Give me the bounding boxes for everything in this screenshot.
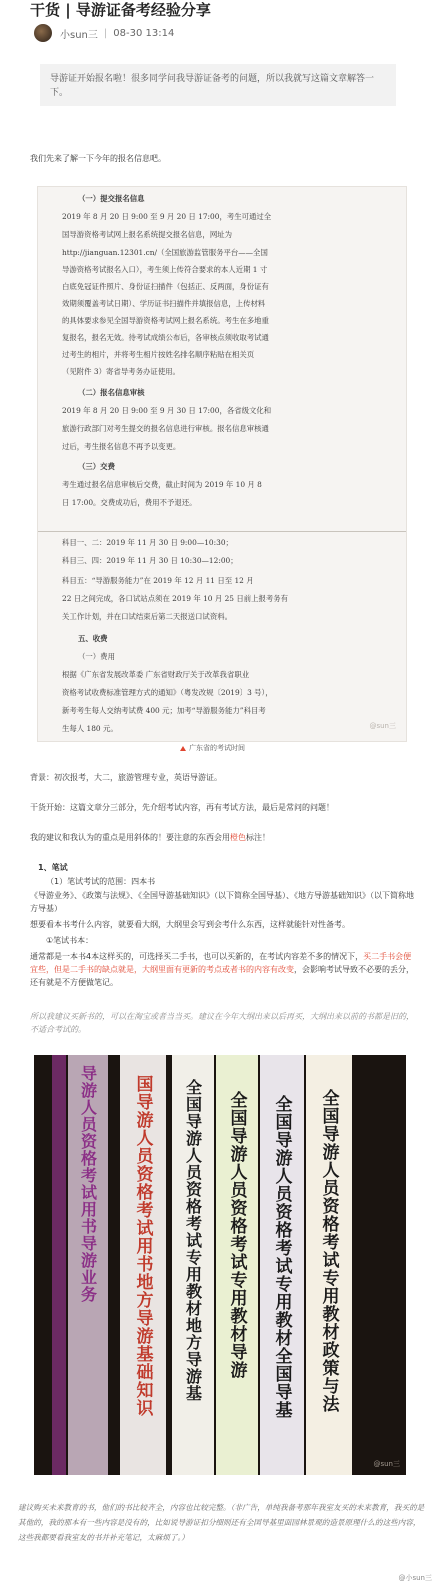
book-spine xyxy=(172,1055,214,1475)
book-spine-title: 国导游人员资格考试用书地方导游基础知识 xyxy=(132,1075,153,1417)
paragraph-structure: 干货开始：这篇文章分三部分，先介绍考试内容，再有考试方法，最后是常问的问题！ xyxy=(30,803,334,812)
document-line: 根据《广东省发展改革委 广东省财政厅关于改革我省职业 xyxy=(62,670,250,679)
document-line: 22 日之间完成，各口试站点须在 2019 年 10 月 25 日前上报考务有 xyxy=(62,594,289,603)
document-line: 的具体要求参见全国导游资格考试网上报名系统。考生在多地重 xyxy=(62,316,269,325)
books-text: 通常都是一本书4本这样买的，可选择买二手书，也可以买新的，在考试内容差不多的情况下， xyxy=(30,952,364,961)
document-line: 效期须覆盖考试日期）、学历证书扫描件并填报信息，上传材料 xyxy=(62,299,266,308)
book-spine-title: 全国导游人员资格考试专用教材地方导游基 xyxy=(183,1079,203,1402)
document-line: 过考生的相片，并将考生相片按姓名排名顺序粘贴在相关页 xyxy=(62,350,255,359)
post-date: 08-30 13:14 xyxy=(113,27,175,39)
document-line: 资格考试收费标准管理方式的通知》（粤发改规〔2019〕3 号）， xyxy=(62,688,273,697)
book-spine-edge xyxy=(52,1055,66,1475)
advice-text-end: 标注！ xyxy=(246,833,270,842)
document-line: 导游资格考试报名入口），考生须上传符合要求的本人近期 1 寸 xyxy=(62,265,268,274)
registration-document-image xyxy=(37,186,407,742)
document-watermark: @sun三 xyxy=(369,722,396,730)
footer-note: 建议购买未来教育的书，他们的书比较齐全，内容也比较完整。（非广告，单纯我备考那年我室友买的未来教育，我买的是其他的，我的那本有一些内容是没有的，比如说导游证扣分细则还有全国导基里面园林景观的造景原理什么的这些内容，这些我都要看我室友的书并补充笔记，太麻烦了。） xyxy=(18,1503,425,1542)
document-line: 五、收费 xyxy=(78,634,108,643)
avatar[interactable] xyxy=(34,24,52,42)
book-spine-title: 全国导游人员资格考试专用教材全国导基 xyxy=(271,1095,292,1419)
photo-watermark: @sun三 xyxy=(373,1460,400,1468)
paragraph-books xyxy=(30,950,414,989)
paragraph-understand: 想要看本书考什么内容，就要看大纲，大纲里会写到会考什么东西，这样就能针对性备考。 xyxy=(30,920,350,929)
item-books: ①笔试书本： xyxy=(46,936,94,945)
document-line: 过后，考生报名信息不再予以变更。 xyxy=(62,442,181,451)
document-line: （二）报名信息审核 xyxy=(78,388,145,397)
book-spine-title: 全国导游人员资格考试专用教材政策与法 xyxy=(318,1089,339,1413)
document-line: （见附件 3）寄省导考务办证使用。 xyxy=(62,367,180,376)
document-line: 2019 年 8 月 20 日 9:00 至 9 月 20 日 17:00，考生可通过全 xyxy=(62,212,272,221)
document-line: 科目三、四：2019 年 11 月 30 日 10:30—12:00； xyxy=(62,556,238,565)
caption-marker-icon xyxy=(180,746,186,751)
book-spine xyxy=(216,1055,258,1475)
book-spine xyxy=(306,1055,352,1475)
document-line: 2019 年 8 月 20 日 9:00 至 9 月 30 日 17:00，各省级文化和 xyxy=(62,406,272,415)
paragraph-registration: 我们先来了解一下今年的报名信息吧。 xyxy=(30,154,166,163)
books-photo xyxy=(34,1055,406,1475)
meta-separator: | xyxy=(103,27,108,39)
document-line: （三）交费 xyxy=(78,462,115,471)
author-meta xyxy=(34,24,174,42)
document-line: 科目一、二：2019 年 11 月 30 日 9:00—10:30； xyxy=(62,538,233,547)
advice-text: 我的建议和我认为的重点是用斜体的！要注意的东西会用 xyxy=(30,833,230,842)
article-title: 干货 | 导游证备考经验分享 xyxy=(30,1,211,19)
document-line: 考生通过报名信息审核后交费，截止时间为 2019 年 10 月 8 xyxy=(62,480,262,489)
image-seam xyxy=(38,531,406,532)
paragraph-advice xyxy=(30,831,414,844)
caption-text: 广东省的考试时间 xyxy=(189,744,245,752)
document-line: （一）费用 xyxy=(78,652,115,661)
document-line: （一）提交报名信息 xyxy=(78,194,145,203)
document-line: 白底免冠证件照片、身份证扫描件（包括正、反两面，身份证有 xyxy=(62,282,269,291)
books-list: 《导游业务》、《政策与法规》、《全国导游基础知识》（以下简称全国导基）、《地方导游基础知识》（以下简称地方导基） xyxy=(30,891,414,913)
document-line: 科目五：“导游服务能力”在 2019 年 12 月 11 日至 12 月 xyxy=(62,576,254,585)
section-written-exam: 1、笔试 xyxy=(38,863,68,872)
document-line: 生每人 180 元。 xyxy=(62,724,118,733)
intro-box: 导游证开始报名啦！很多同学问我导游证备考的问题，所以我就写这篇文章解答一下。 xyxy=(40,64,396,106)
book-spine xyxy=(260,1055,304,1475)
tip-italic: 所以我建议买新书的，可以在淘宝或者当当买。建议在今年大纲出来以后再买，大纲出来以前的书都是旧的，不适合考试的。 xyxy=(30,1012,414,1034)
document-line: http://jianguan.12301.cn/（全国旅游监管服务平台——全国 xyxy=(62,248,268,257)
book-spine-title: 导游人员资格考试用书导游业务 xyxy=(78,1065,98,1303)
document-line: 国导游资格考试网上报名系统提交报名信息，网址为 xyxy=(62,230,232,239)
book-spine xyxy=(120,1055,166,1475)
advice-highlight: 橙色 xyxy=(230,833,246,842)
item-exam-scope: （1）笔试考试的范围：四本书 xyxy=(46,877,156,886)
book-spine xyxy=(68,1055,108,1475)
books-highlight: 买二手书会便宜些，但是二手书的缺点就是，大纲里面有更新的考点或者书的内容有改变 xyxy=(30,952,412,974)
books-text-end: ，会影响考试导致不必要的丢分，还有就是不方便做笔记。 xyxy=(30,965,414,987)
book-spine-title: 全国导游人员资格考试专用教材导游 xyxy=(226,1091,247,1379)
document-line: 日 17:00。交费成功后，费用不予退还。 xyxy=(62,498,197,507)
document-line: 新考考生每人交纳考试费 400 元；加考“导游服务能力”科目考 xyxy=(62,706,266,715)
image-caption xyxy=(180,743,245,753)
document-line: 复报名，报名无效。待考试成绩公布后，各审核点须收取考试通 xyxy=(62,333,269,342)
footer-watermark: @小sun三 xyxy=(398,1574,432,1582)
document-line: 关工作计划，并在口试结束后第二天报送口试资料。 xyxy=(62,612,232,621)
paragraph-background: 背景：初次报考，大二，旅游管理专业，英语导游证。 xyxy=(30,773,222,782)
document-line: 旅游行政部门对考生提交的报名信息进行审核。报名信息审核通 xyxy=(62,424,269,433)
author-name[interactable]: 小sun三 xyxy=(60,29,98,41)
